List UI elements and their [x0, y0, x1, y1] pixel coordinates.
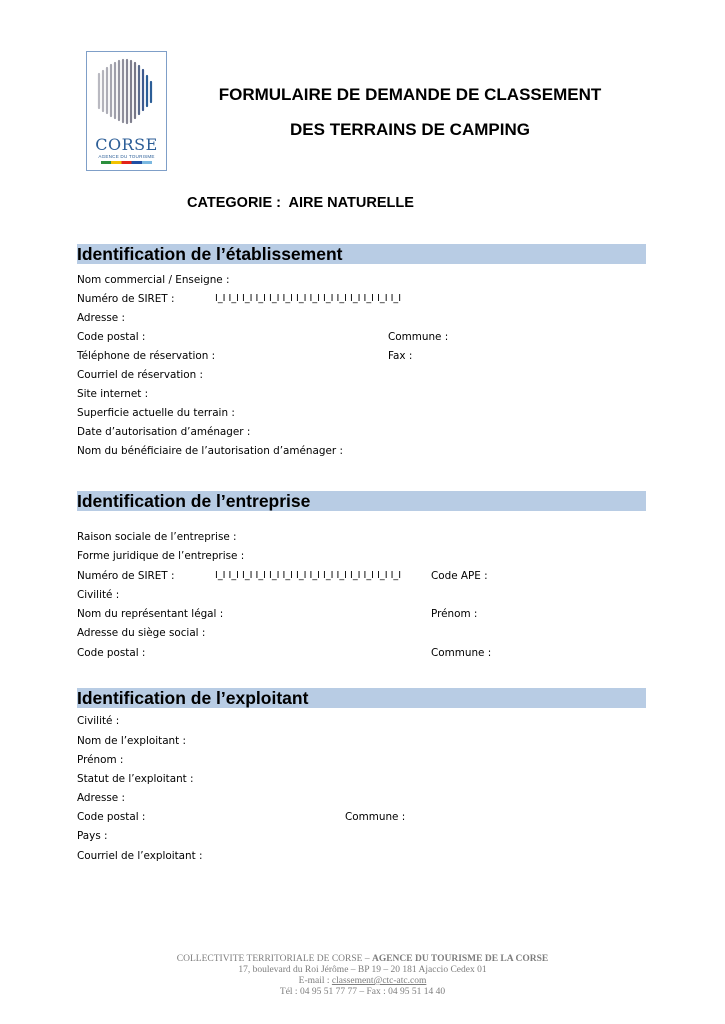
field-civilite-entreprise[interactable]: Civilité :: [77, 589, 120, 601]
logo-color-stripe: [101, 161, 152, 164]
logo-stripes-graphic: [93, 56, 161, 134]
field-courriel-exploitant[interactable]: Courriel de l’exploitant :: [77, 850, 203, 862]
field-pays-exploitant[interactable]: Pays :: [77, 830, 108, 842]
section-heading-exploitant: Identification de l’exploitant: [77, 688, 646, 708]
field-representant-legal[interactable]: Nom du représentant légal :: [77, 608, 224, 620]
footer-collectivite: COLLECTIVITE TERRITORIALE DE CORSE –: [176, 954, 372, 964]
field-commune[interactable]: Commune :: [388, 331, 449, 343]
footer-email-link[interactable]: classement@ctc-atc.com: [331, 976, 427, 986]
field-code-postal[interactable]: Code postal :: [77, 331, 146, 343]
field-statut-exploitant[interactable]: Statut de l’exploitant :: [77, 773, 194, 785]
field-date-autorisation[interactable]: Date d’autorisation d’aménager :: [77, 426, 251, 438]
field-fax[interactable]: Fax :: [388, 350, 413, 362]
field-civilite-exploitant[interactable]: Civilité :: [77, 715, 120, 727]
field-siret-label: Numéro de SIRET :: [77, 293, 175, 305]
field-adresse[interactable]: Adresse :: [77, 312, 125, 324]
categorie-label: CATEGORIE : AIRE NATURELLE: [187, 195, 414, 211]
field-prenom-exploitant[interactable]: Prénom :: [77, 754, 124, 766]
section-heading-entreprise: Identification de l’entreprise: [77, 491, 646, 511]
field-telephone[interactable]: Téléphone de réservation :: [77, 350, 216, 362]
field-adresse-exploitant[interactable]: Adresse :: [77, 792, 125, 804]
form-title-line2: DES TERRAINS DE CAMPING: [290, 120, 530, 139]
footer-email-line: [0, 976, 725, 987]
field-prenom-representant[interactable]: Prénom :: [431, 608, 478, 620]
siret-boxes[interactable]: I_I I_I I_I I_I I_I I_I I_I I_I I_I I_I I_I I_I I_I I_I: [215, 293, 402, 304]
field-code-postal-entreprise[interactable]: Code postal :: [77, 647, 146, 659]
logo-subtitle: AGENCE DU TOURISME: [98, 154, 155, 159]
field-nom-commercial[interactable]: Nom commercial / Enseigne :: [77, 274, 230, 286]
corse-tourism-logo: [86, 51, 167, 171]
field-site-internet[interactable]: Site internet :: [77, 388, 149, 400]
field-beneficiaire[interactable]: Nom du bénéficiaire de l’autorisation d’aménager :: [77, 445, 343, 457]
footer-email-label: E-mail :: [298, 976, 332, 986]
footer-agence: AGENCE DU TOURISME DE LA CORSE: [371, 954, 549, 964]
field-forme-juridique[interactable]: Forme juridique de l’entreprise :: [77, 550, 245, 562]
logo-name: CORSE: [95, 135, 158, 154]
field-courriel-reservation[interactable]: Courriel de réservation :: [77, 369, 204, 381]
form-title-line1: FORMULAIRE DE DEMANDE DE CLASSEMENT: [218, 85, 602, 104]
field-raison-sociale[interactable]: Raison sociale de l’entreprise :: [77, 531, 237, 543]
section-heading-etablissement: Identification de l’établissement: [77, 244, 646, 264]
footer-organisation: [0, 954, 725, 965]
field-nom-exploitant[interactable]: Nom de l’exploitant :: [77, 735, 187, 747]
field-commune-entreprise[interactable]: Commune :: [431, 647, 492, 659]
field-siret-label-entreprise: Numéro de SIRET :: [77, 570, 175, 582]
footer-phone-fax: Tél : 04 95 51 77 77 – Fax : 04 95 51 14 40: [279, 987, 446, 997]
field-code-postal-exploitant[interactable]: Code postal :: [77, 811, 146, 823]
siret-boxes-entreprise[interactable]: I_I I_I I_I I_I I_I I_I I_I I_I I_I I_I I_I I_I I_I I_I: [215, 570, 402, 581]
field-commune-exploitant[interactable]: Commune :: [345, 811, 406, 823]
field-superficie[interactable]: Superficie actuelle du terrain :: [77, 407, 235, 419]
footer-address: 17, boulevard du Roi Jérôme – BP 19 – 20 181 Ajaccio Cedex 01: [238, 965, 487, 975]
field-code-ape[interactable]: Code APE :: [431, 570, 488, 582]
field-siege-social[interactable]: Adresse du siège social :: [77, 627, 206, 639]
